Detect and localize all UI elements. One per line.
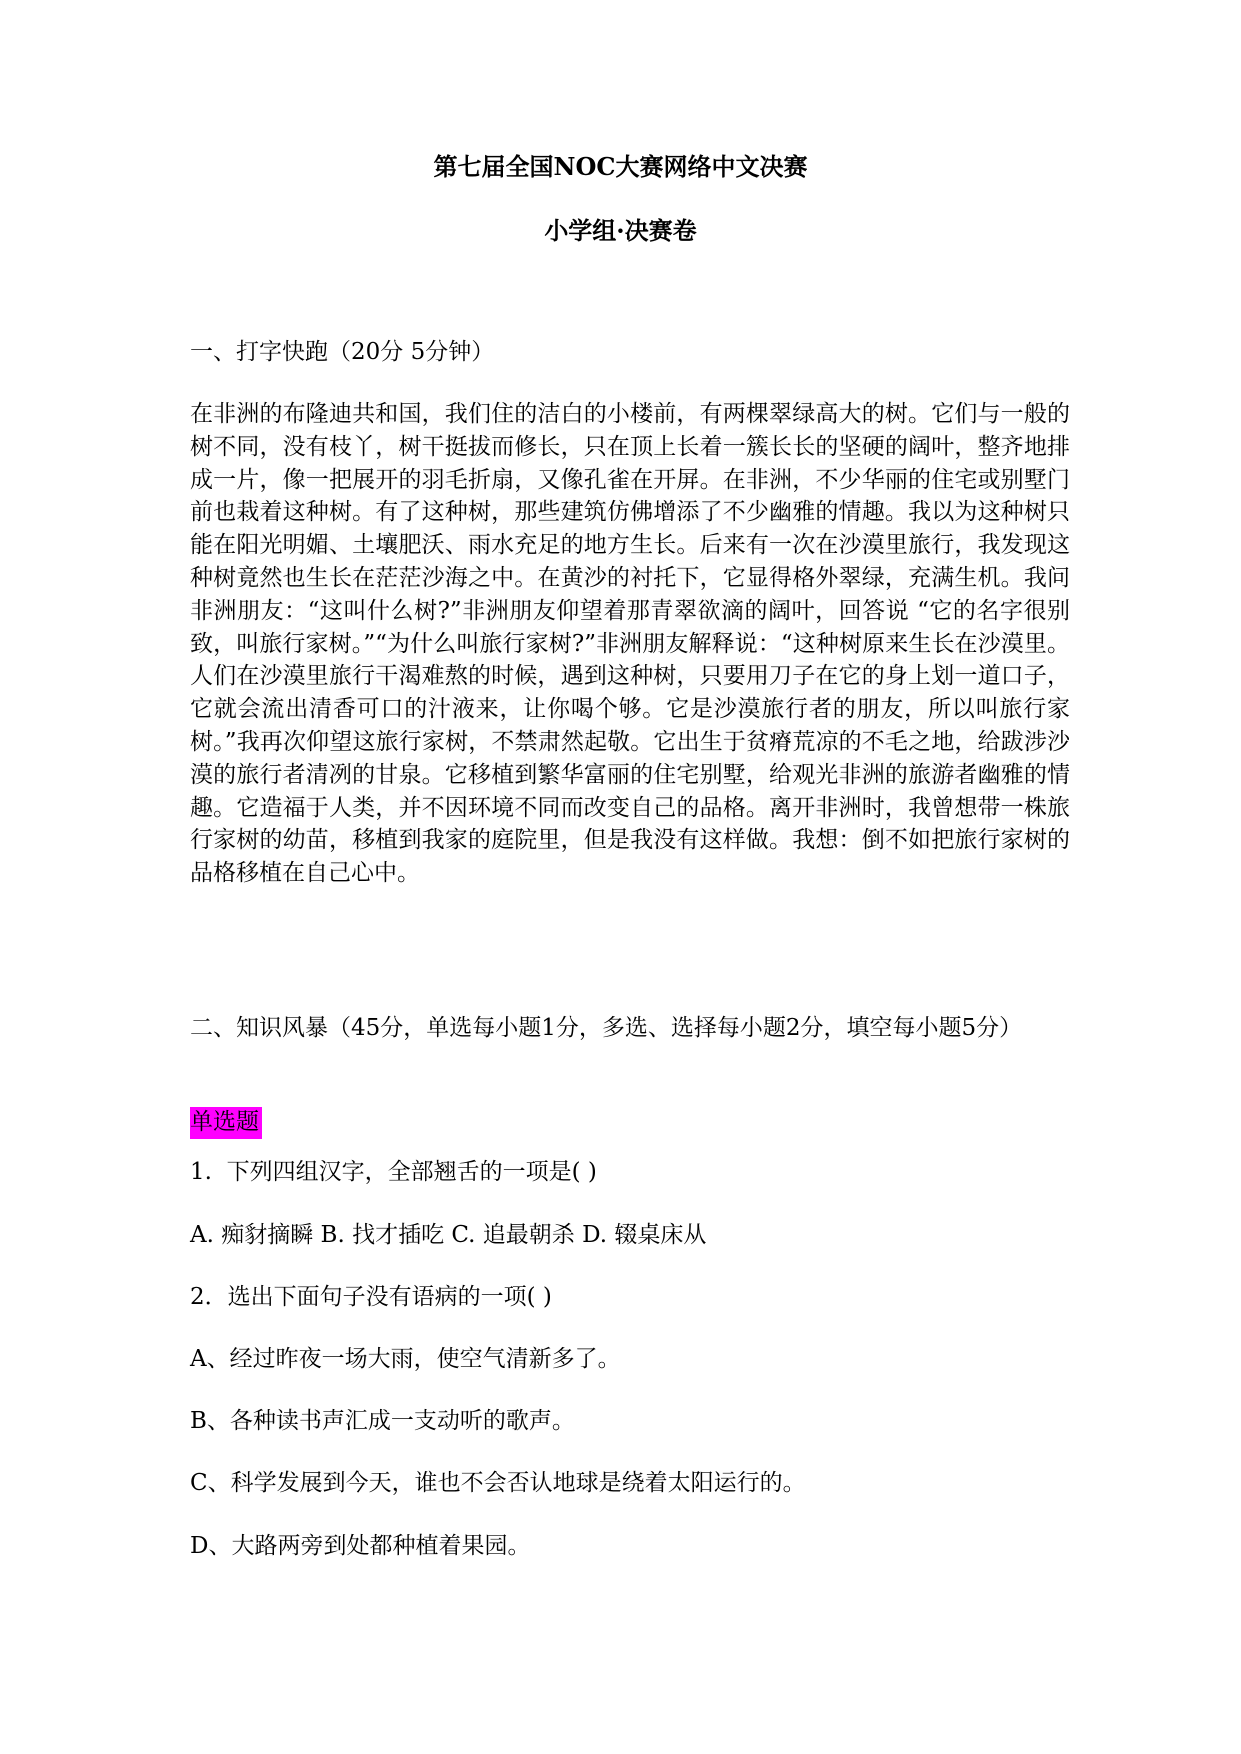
single-choice-tag: 单选题 [190,1107,262,1139]
question-2-option-b: B、各种读书声汇成一支动听的歌声。 [190,1408,575,1434]
section-1-heading: 一、打字快跑（20分 5分钟） [190,339,495,365]
exam-title: 第七届全国NOC大赛网络中文决赛 [433,152,808,181]
question-2-stem: 2．选出下面句子没有语病的一项( ) [190,1284,552,1310]
exam-subtitle: 小学组·决赛卷 [544,216,697,245]
question-1-stem: 1. 下列四组汉字，全部翘舌的一项是( ) [190,1159,597,1185]
typing-passage: 在非洲的布隆迪共和国，我们住的洁白的小楼前，有两棵翠绿高大的树。它们与一般的树不同，没有枝丫，树干挺拔而修长，只在顶上长着一簇长长的坚硬的阔叶，整齐地排成一片，像一把展开的羽毛折扇，又像孔雀在开屏。在非洲，不少华丽的住宅或别墅门前也栽着这种树。有了这种树，那些建筑仿佛增添了不少幽雅的情趣。我以为这种树只能在阳光明媚、土壤肥沃、雨水充足的地方生长。后来有一次在沙漠里旅行，我发现这种树竟然也生长在茫茫沙海之中。在黄沙的衬托下，它显得格外翠绿，充满生机。我问非洲朋友：“这叫什么树?”非洲朋友仰望着那青翠欲滴的阔叶，回答说 “它的名字很别致，叫旅行家树。”“为什么叫旅行家树?”非洲朋友解释说：“这种树原来生长在沙漠里。人们在沙漠里旅行干渴难熬的时候，遇到这种树，只要用刀子在它的身上划一道口子，它就会流出清香可口的汁液来，让你喝个够。它是沙漠旅行者的朋友，所以叫旅行家树。”我再次仰望这旅行家树，不禁肃然起敬。它出生于贫瘠荒凉的不毛之地，给跋涉沙漠的旅行者清冽的甘泉。它移植到繁华富丽的住宅别墅，给观光非洲的旅游者幽雅的情趣。它造福于人类，并不因环境不同而改变自己的品格。离开非洲时，我曾想带一株旅行家树的幼苗，移植到我家的庭院里，但是我没有这样做。我想：倒不如把旅行家树的品格移植在自己心中。 [190,401,1070,887]
question-2-option-d: D、大路两旁到处都种植着果园。 [190,1533,531,1559]
section-2-heading: 二、知识风暴（45分，单选每小题1分，多选、选择每小题2分，填空每小题5分） [190,1015,1023,1041]
question-1-options: A. 痴豺摘瞬 B. 找才插吃 C. 追最朝杀 D. 辍桌床从 [190,1222,707,1248]
question-2-option-c: C、科学发展到今天，谁也不会否认地球是绕着太阳运行的。 [190,1470,806,1496]
question-2-option-a: A、经过昨夜一场大雨，使空气清新多了。 [190,1346,621,1372]
